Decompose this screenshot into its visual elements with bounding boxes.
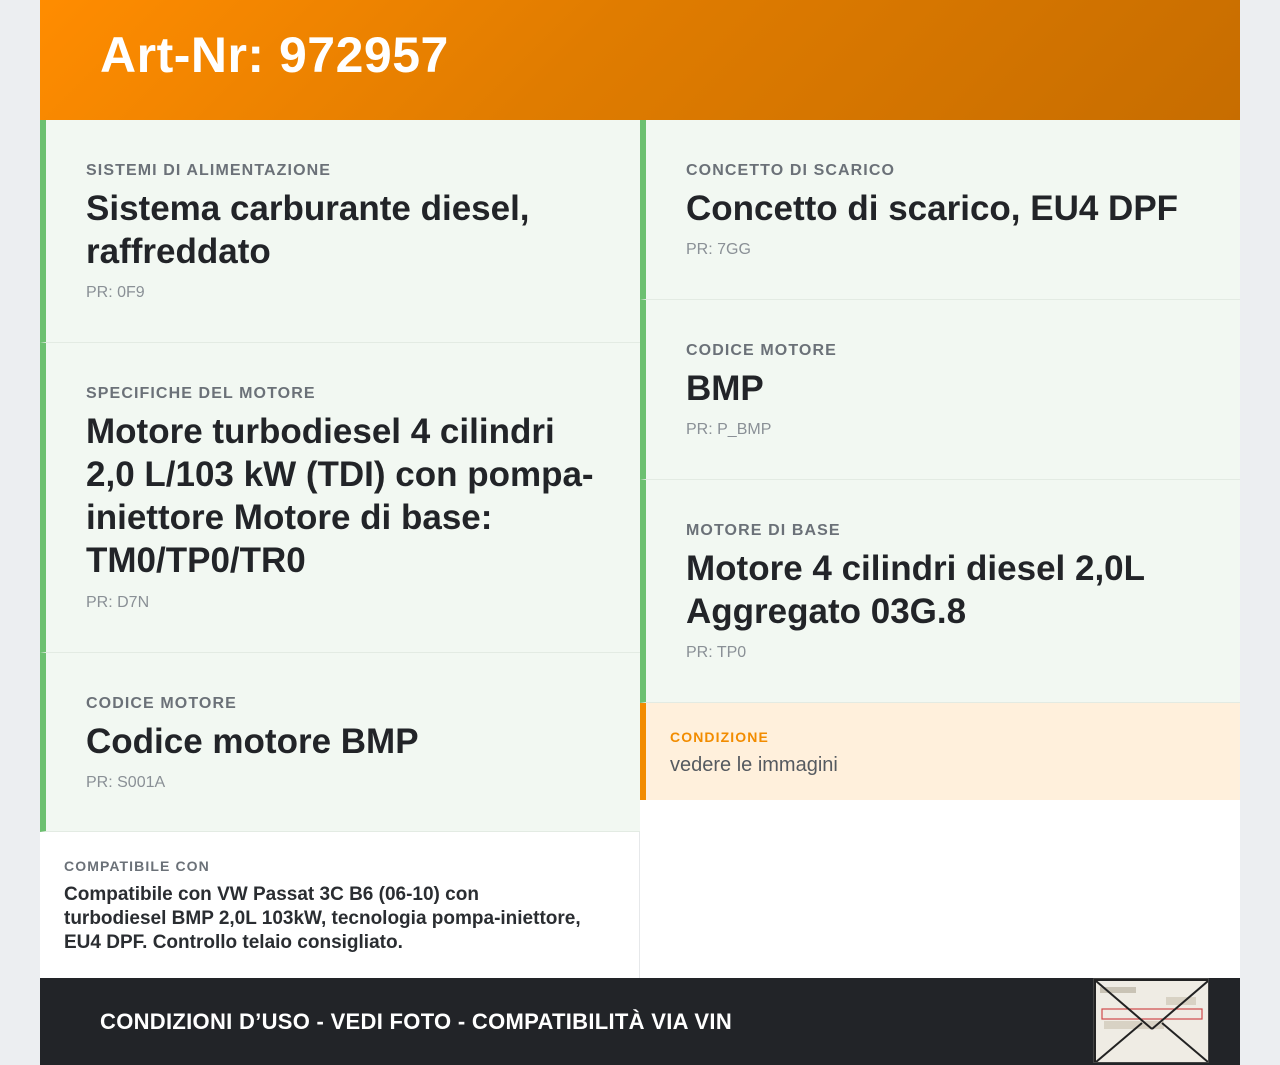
card-pr-code: PR: 0F9 [86, 284, 145, 301]
card-value: Sistema carburante diesel, raffreddato [86, 189, 530, 271]
card-kicker: CODICE MOTORE [86, 695, 237, 712]
condition-box [640, 703, 1240, 800]
compatibility-kicker: COMPATIBILE CON [64, 858, 210, 874]
card-pr-code: PR: S001A [86, 774, 166, 791]
spec-card-engine-specs [40, 343, 640, 653]
envelope-photo-graphic [1094, 979, 1209, 1063]
footer [40, 978, 1240, 1065]
card-kicker: SPECIFICHE DEL MOTORE [86, 385, 316, 402]
card-kicker: SISTEMI DI ALIMENTAZIONE [86, 162, 332, 179]
card-value: Codice motore BMP [86, 722, 419, 761]
article-number-title: Art-Nr: 972957 [100, 27, 449, 83]
card-pr-code: PR: D7N [86, 594, 150, 611]
card-value: Motore turbodiesel 4 cilindri 2,0 L/103 kW (TDI) con pompa-iniettore Motore di base: TM0/TP0/TR0 [86, 412, 594, 580]
card-pr-code: PR: TP0 [686, 644, 747, 661]
page [40, 0, 1240, 1065]
condition-kicker: CONDIZIONE [670, 729, 769, 745]
spec-card-engine-code-bmp [640, 300, 1240, 480]
condition-text: vedere le immagini [670, 754, 838, 776]
card-value: Motore 4 cilindri diesel 2,0L Aggregato 03G.8 [686, 549, 1145, 631]
card-pr-code: PR: P_BMP [686, 421, 772, 438]
compatibility-text: Compatibile con VW Passat 3C B6 (06-10) con turbodiesel BMP 2,0L 103kW, tecnologia pompa-iniettore, EU4 DPF. Controllo telaio consigliato. [64, 884, 581, 953]
card-pr-code: PR: 7GG [686, 241, 751, 258]
card-value: Concetto di scarico, EU4 DPF [686, 189, 1179, 228]
card-kicker: CODICE MOTORE [686, 342, 837, 359]
spec-card-engine-code [40, 653, 640, 832]
card-kicker: CONCETTO DI SCARICO [686, 162, 896, 179]
envelope-photo-icon[interactable] [1093, 978, 1209, 1063]
spec-card-base-engine [640, 480, 1240, 703]
footer-text: CONDIZIONI D’USO - VEDI FOTO - COMPATIBILITÀ VIA VIN [100, 1009, 733, 1034]
card-value: BMP [686, 369, 764, 408]
card-kicker: MOTORE DI BASE [686, 522, 841, 539]
header [40, 0, 1240, 120]
compatibility-box [40, 832, 640, 978]
spec-card-fuel-system [40, 120, 640, 343]
spec-card-exhaust [640, 120, 1240, 300]
